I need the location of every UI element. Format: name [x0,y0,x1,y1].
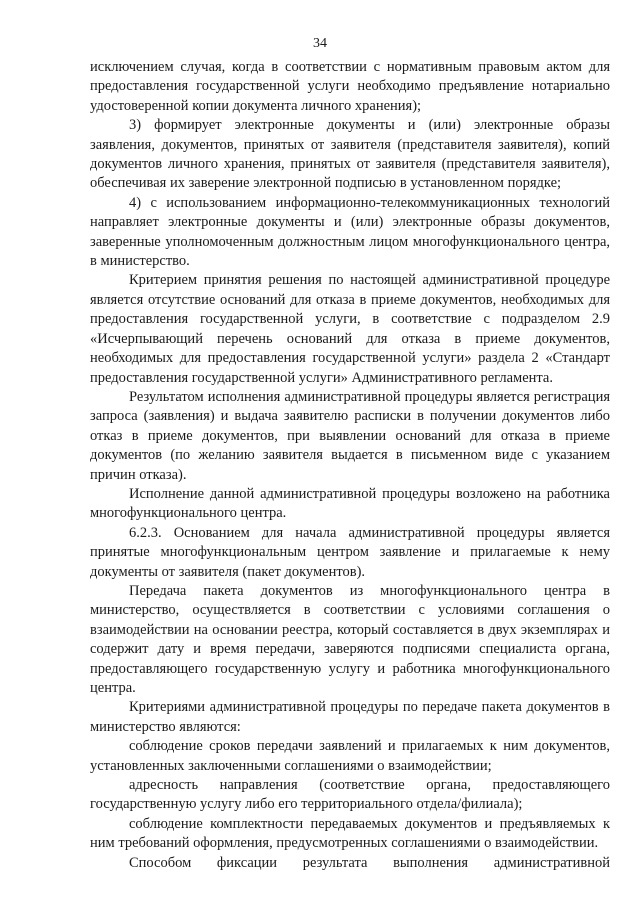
paragraph-transfer: Передача пакета документов из многофункционального центра в министерство, осуществляется в соответствии с условиями соглашения о взаимодействии на основании реестра, который составляется в двух экземплярах и содержит дату и время передачи, заверяются подписями специалиста органа, предоставляющего государственную услугу и работника многофункционального центра. [90,582,610,696]
paragraph-result: Результатом исполнения административной процедуры является регистрация запроса (заявления) и выдача заявителю расписки в получении документов либо отказ в приеме документов, при выявлении оснований для отказа в приеме документов (по желанию заявителя выдается в письменном виде с указанием причин отказа). [90,388,610,483]
paragraph-item-4: 4) с использованием информационно-телекоммуникационных технологий направляет электронные документы и (или) электронные образы документов, заверенные уполномоченным должностным лицом многофункционального центра, в министерство. [90,194,610,270]
paragraph-fixation-method: Способом фиксации результата выполнения административной [129,854,610,871]
paragraph-continuation: исключением случая, когда в соответствии с нормативным правовым актом для предоставления государственной услуги необходимо предъявление нотариально удостоверенной копии документа личного хранения); [90,59,610,114]
paragraph-criterion-deadlines: соблюдение сроков передачи заявлений и прилагаемых к ним документов, установленных заключенными соглашениями о взаимодействии; [90,738,610,774]
paragraph-decision-criterion: Критерием принятия решения по настоящей административной процедуре является отсутствие оснований для отказа в приеме документов, необходимых для предоставления государственной услуги, в соответствие с подразделом 2.9 «Исчерпывающий перечень оснований для отказа в приеме документов, необходимых для предоставления государственной услуги» раздела 2 «Стандарт предоставления государственной услуги» Административного регламента. [90,272,610,386]
paragraph-criterion-addressing: адресность направления (соответствие органа, предоставляющего государственную услугу либо его территориального отдела/филиала); [90,777,610,813]
paragraph-criterion-completeness: соблюдение комплектности передаваемых документов и предъявляемых к ним требований оформления, предусмотренных соглашениями о взаимодействии. [90,815,610,852]
document-body [90,58,610,873]
paragraph-item-3: 3) формирует электронные документы и (или) электронные образы заявления, документов, принятых от заявителя (представителя заявителя), копий документов личного хранения, принятых от заявителя (представителя заявителя), обеспечивая их заверение электронной подписью в установленном порядке; [90,117,610,192]
paragraph-execution: Исполнение данной административной процедуры возложено на работника многофункционального центра. [90,485,610,522]
paragraph-criteria-intro: Критериями административной процедуры по передаче пакета документов в министерство являются: [90,699,610,735]
page-number: 34 [313,36,327,51]
paragraph-section-6-2-3: 6.2.3. Основанием для начала административной процедуры является принятые многофункциональным центром заявление и прилагаемые к нему документы от заявителя (пакет документов). [90,524,610,580]
